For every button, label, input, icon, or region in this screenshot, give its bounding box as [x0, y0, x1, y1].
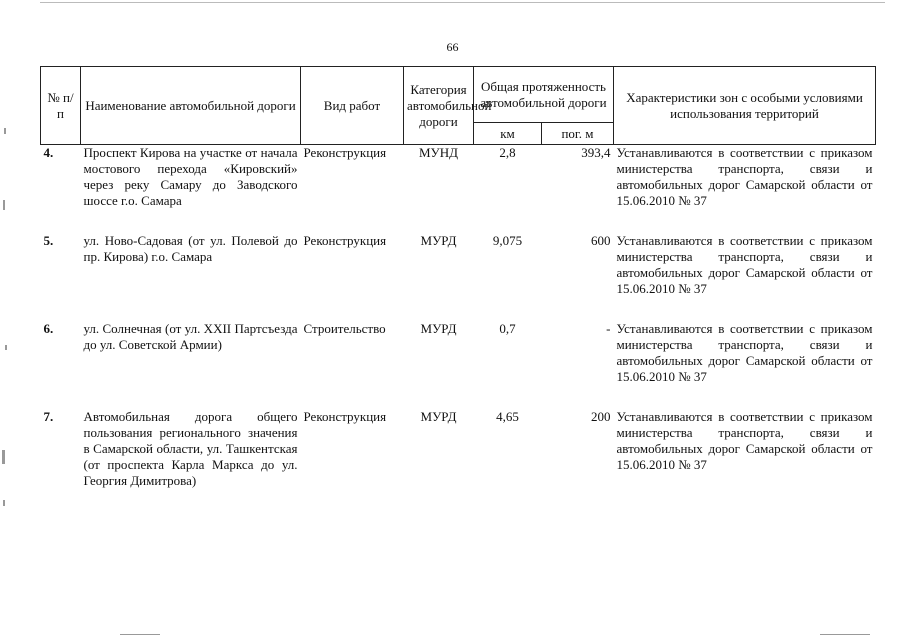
scan-speck	[820, 634, 870, 635]
road-name: ул. Ново-Садовая (от ул. Полевой до пр. Кирова) г.о. Самара	[83, 233, 298, 264]
road-name: ул. Солнечная (от ул. XXII Партсъезда до ул. Советской Армии)	[83, 321, 298, 352]
length-m: 600	[591, 233, 611, 248]
road-category: МУРД	[420, 321, 457, 336]
scan-speck	[3, 500, 5, 506]
road-category: МУРД	[420, 233, 457, 248]
zone-characteristics: Устанавливаются в соответствии с приказом министерства транспорта, связи и автомобильных дорог Самарской области от 15.06.2010 № 37	[616, 145, 873, 208]
header-category: Категория автомобильной дороги	[404, 67, 474, 145]
work-type: Реконструкция	[303, 145, 387, 160]
top-scan-rule	[40, 2, 885, 3]
road-name: Автомобильная дорога общего пользования регионального значения в Самарской области, ул. Ташкентская (от проспекта Карла Маркса до ул. Георгия Димитрова)	[83, 409, 298, 488]
scan-speck	[4, 128, 6, 134]
row-spacer	[41, 391, 876, 409]
work-type: Реконструкция	[303, 409, 387, 424]
header-characteristics: Характеристики зон с особыми условиями использования территорий	[614, 67, 876, 145]
length-km: 9,075	[492, 233, 523, 248]
header-length-m: пог. м	[542, 123, 614, 145]
scan-speck	[120, 634, 160, 635]
table-header	[41, 67, 876, 145]
zone-characteristics: Устанавливаются в соответствии с приказом министерства транспорта, связи и автомобильных дорог Самарской области от 15.06.2010 № 37	[616, 409, 873, 472]
row-spacer-cell	[41, 303, 876, 321]
row-number: 7.	[43, 409, 54, 424]
table-body	[41, 145, 876, 496]
work-type: Строительство	[303, 321, 386, 336]
table-row	[41, 145, 876, 216]
row-spacer	[41, 303, 876, 321]
road-name: Проспект Кирова на участке от начала мостового перехода «Кировский» через реку Самару до Заводского шоссе г.о. Самара	[83, 145, 298, 208]
table-row	[41, 409, 876, 495]
scan-speck	[3, 200, 5, 210]
length-km: 0,7	[499, 321, 516, 336]
table-row	[41, 233, 876, 303]
header-name: Наименование автомобильной дороги	[81, 67, 301, 145]
scan-speck	[5, 345, 7, 350]
zone-characteristics: Устанавливаются в соответствии с приказом министерства транспорта, связи и автомобильных дорог Самарской области от 15.06.2010 № 37	[616, 321, 873, 384]
header-length: Общая протяженность автомобильной дороги	[474, 67, 614, 123]
page-number: 66	[446, 40, 459, 54]
header-num: № п/п	[41, 67, 81, 145]
header-work: Вид работ	[301, 67, 404, 145]
table-row	[41, 321, 876, 391]
road-category: МУРД	[420, 409, 457, 424]
length-m: 200	[591, 409, 611, 424]
header-length-km: км	[474, 123, 542, 145]
row-spacer-cell	[41, 215, 876, 233]
zone-characteristics: Устанавливаются в соответствии с приказом министерства транспорта, связи и автомобильных дорог Самарской области от 15.06.2010 № 37	[616, 233, 873, 296]
row-spacer-cell	[41, 391, 876, 409]
length-km: 4,65	[496, 409, 519, 424]
row-number: 4.	[43, 145, 54, 160]
length-km: 2,8	[499, 145, 516, 160]
road-category: МУНД	[418, 145, 459, 160]
work-type: Реконструкция	[303, 233, 387, 248]
row-spacer	[41, 215, 876, 233]
scan-speck	[2, 450, 5, 464]
row-number: 5.	[43, 233, 54, 248]
length-m: 393,4	[581, 145, 611, 160]
roads-table	[40, 66, 876, 495]
row-number: 6.	[43, 321, 54, 336]
length-m: -	[606, 321, 611, 336]
